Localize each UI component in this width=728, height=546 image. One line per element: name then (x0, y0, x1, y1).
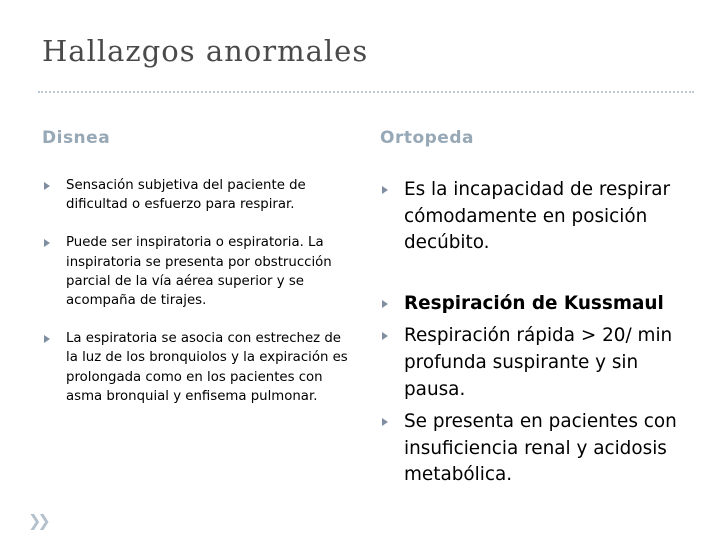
list-item (44, 176, 354, 214)
list-item (382, 291, 702, 318)
list-item-text: La espiratoria se asocia con estrechez de la luz de los bronquiolos y la expiración es prolongada como en los pacientes con asma bronquial y enfisema pulmonar. (66, 331, 348, 404)
right-column-heading: Ortopeda (380, 128, 474, 148)
triangle-bullet-icon (382, 332, 388, 340)
list-item-text: Se presenta en pacientes con insuficiencia renal y acidosis metabólica. (404, 411, 677, 486)
title-divider (38, 91, 694, 93)
list-item (44, 329, 354, 406)
list-item-text: Respiración rápida > 20/ min profunda suspirante y sin pausa. (404, 325, 673, 400)
left-bullet-list (44, 176, 354, 425)
triangle-bullet-icon (382, 186, 388, 194)
slide-title: Hallazgos anormales (42, 34, 369, 68)
list-item (382, 323, 702, 403)
left-column-heading: Disnea (42, 128, 111, 148)
right-bullet-list (382, 177, 702, 495)
list-item (44, 233, 354, 310)
list-item (382, 409, 702, 489)
list-item-text: Respiración de Kussmaul (404, 292, 664, 314)
list-item (382, 177, 702, 257)
list-item-text: Puede ser inspiratoria o espiratoria. La inspiratoria se presenta por obstrucción parcial de la vía aérea superior y se acompaña de tirajes. (66, 235, 332, 309)
triangle-bullet-icon (382, 418, 388, 426)
triangle-bullet-icon (44, 239, 50, 247)
triangle-bullet-icon (44, 335, 50, 343)
triangle-bullet-icon (44, 182, 50, 190)
list-item-text: Sensación subjetiva del paciente de dificultad o esfuerzo para respirar. (66, 178, 306, 213)
triangle-bullet-icon (382, 300, 388, 308)
list-item-text: Es la incapacidad de respirar cómodamente en posición decúbito. (404, 179, 671, 254)
double-chevron-icon: ❯❯ (28, 511, 47, 530)
